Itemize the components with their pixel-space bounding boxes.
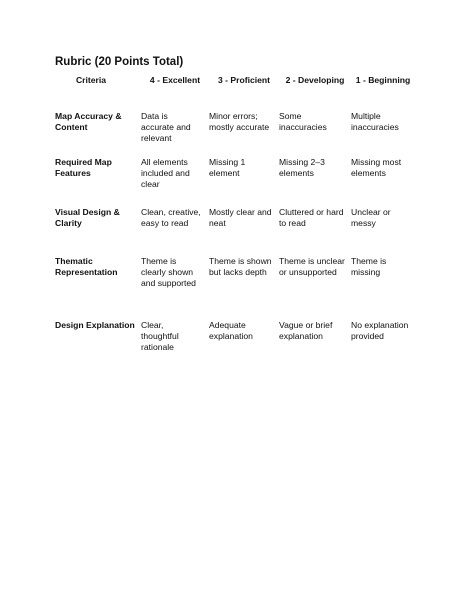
header-beginning: 1 - Beginning: [355, 75, 411, 85]
level-cell: Theme is clearly shown and supported: [141, 256, 196, 289]
level-cell: Data is accurate and relevant: [141, 111, 191, 144]
level-cell: Vague or brief explanation: [279, 320, 333, 342]
level-cell: Unclear or messy: [351, 207, 391, 229]
header-excellent: 4 - Excellent: [149, 75, 201, 85]
table-row: [55, 157, 415, 207]
level-cell: Theme is missing: [351, 256, 387, 278]
level-cell: Some inaccuracies: [279, 111, 327, 133]
criterion-label: Required Map Features: [55, 157, 112, 179]
level-cell: No explanation provided: [351, 320, 409, 342]
level-cell: Multiple inaccuracies: [351, 111, 399, 133]
criterion-label: Design Explanation: [55, 320, 135, 330]
criterion-label: Map Accuracy & Content: [55, 111, 122, 133]
level-cell: Cluttered or hard to read: [279, 207, 344, 229]
rubric-header-row: [55, 75, 415, 111]
criterion-label: Visual Design & Clarity: [55, 207, 120, 229]
criterion-label: Thematic Representation: [55, 256, 118, 278]
level-cell: Theme is unclear or unsupported: [279, 256, 345, 278]
rubric-table: [55, 75, 415, 364]
level-cell: Clean, creative, easy to read: [141, 207, 201, 229]
level-cell: Missing 1 element: [209, 157, 246, 179]
level-cell: Minor errors; mostly accurate: [209, 111, 270, 133]
table-row: [55, 256, 415, 320]
level-cell: Adequate explanation: [209, 320, 253, 342]
table-row: [55, 111, 415, 157]
level-cell: Missing most elements: [351, 157, 402, 179]
level-cell: Missing 2–3 elements: [279, 157, 325, 179]
level-cell: Clear, thoughtful rationale: [141, 320, 179, 353]
header-proficient: 3 - Proficient: [217, 75, 271, 85]
table-row: [55, 207, 415, 256]
level-cell: Mostly clear and neat: [209, 207, 272, 229]
table-row: [55, 320, 415, 364]
header-criteria: Criteria: [75, 75, 107, 85]
level-cell: Theme is shown but lacks depth: [209, 256, 272, 278]
level-cell: All elements included and clear: [141, 157, 190, 190]
rubric-title: Rubric (20 Points Total): [55, 56, 184, 68]
header-developing: 2 - Developing: [285, 75, 345, 85]
